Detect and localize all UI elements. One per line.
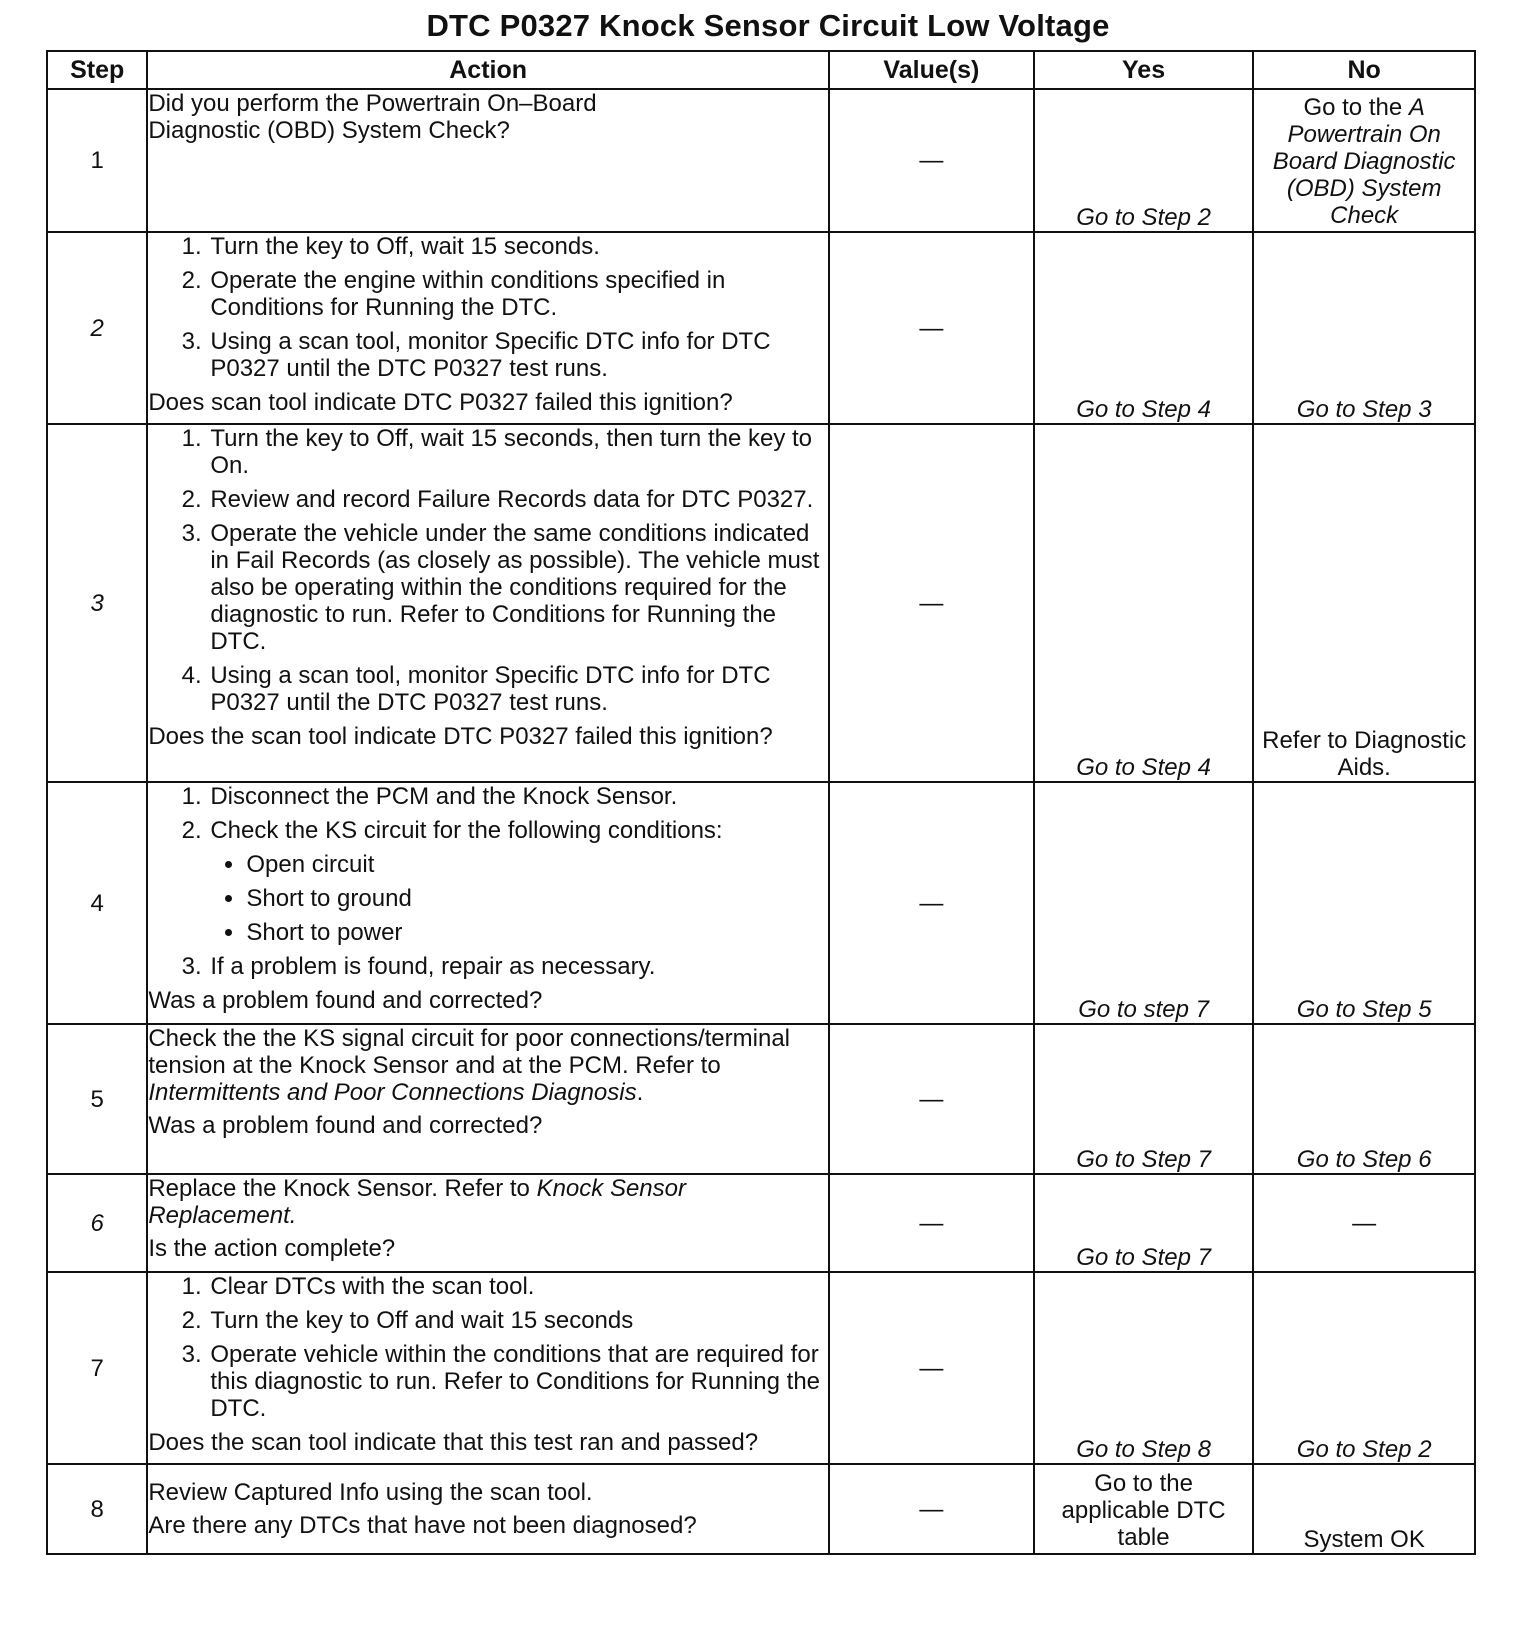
no-cell bbox=[1253, 1024, 1475, 1174]
action-cell bbox=[147, 1024, 829, 1174]
no-prefix: Go to the bbox=[1303, 94, 1403, 121]
header-action: Action bbox=[147, 51, 829, 89]
no-cell bbox=[1253, 782, 1475, 1024]
action-cell bbox=[147, 89, 829, 232]
table-row-step-1 bbox=[47, 89, 1475, 232]
yes-cell bbox=[1034, 424, 1254, 782]
list-item: 1. Turn the key to Off, wait 15 seconds, then turn the key to On. bbox=[208, 425, 828, 479]
no-cell: Refer to Diagnostic Aids. bbox=[1253, 424, 1475, 782]
bullet-item: • Open circuit bbox=[246, 851, 828, 878]
condition-list bbox=[210, 851, 828, 946]
no-cell bbox=[1253, 1272, 1475, 1464]
step-number: 5 bbox=[47, 1024, 147, 1174]
action-cell bbox=[147, 232, 829, 424]
list-item: 3. Using a scan tool, monitor Specific DTC info for DTC P0327 until the DTC P0327 test runs. bbox=[208, 328, 828, 382]
action-question: Was a problem found and corrected? bbox=[148, 1112, 543, 1139]
yes-link: Go to step 7 bbox=[1078, 996, 1209, 1023]
header-yes: Yes bbox=[1034, 51, 1254, 89]
value-cell: — bbox=[829, 1272, 1034, 1464]
list-item: 3. Operate the vehicle under the same conditions indicated in Fail Records (as closely as possible). The vehicle must also be operating within the conditions required for the diagnostic to run. Refer to Conditions for Running the DTC. bbox=[208, 520, 828, 655]
yes-cell bbox=[1034, 1272, 1254, 1464]
action-question: Does the scan tool indicate that this test ran and passed? bbox=[148, 1429, 759, 1456]
yes-link: Go to Step 4 bbox=[1076, 396, 1211, 423]
value-cell: — bbox=[829, 1174, 1034, 1272]
table-row-step-7 bbox=[47, 1272, 1475, 1464]
value-cell: — bbox=[829, 232, 1034, 424]
table-row-step-5 bbox=[47, 1024, 1475, 1174]
action-cell bbox=[147, 424, 829, 782]
list-item: 2. Review and record Failure Records data for DTC P0327. bbox=[208, 486, 828, 513]
diagnostic-table bbox=[46, 50, 1476, 1555]
yes-cell bbox=[1034, 1024, 1254, 1174]
action-text-main: Check the the KS signal circuit for poor connections/terminal tension at the Knock Sensor and at the PCM. Refer to bbox=[148, 1025, 790, 1079]
no-ref: A Powertrain On Board Diagnostic (OBD) System Check bbox=[1272, 94, 1456, 229]
action-question: Is the action complete? bbox=[148, 1235, 396, 1262]
action-text: Did you perform the Powertrain On–Board Diagnostic (OBD) System Check? bbox=[148, 90, 597, 144]
yes-link: Go to Step 7 bbox=[1076, 1146, 1211, 1173]
no-link: Go to Step 2 bbox=[1296, 1436, 1432, 1463]
action-question: Was a problem found and corrected? bbox=[148, 987, 543, 1014]
action-text-end: . bbox=[636, 1079, 644, 1106]
action-text bbox=[148, 1025, 828, 1106]
action-question: Are there any DTCs that have not been diagnosed? bbox=[148, 1512, 697, 1539]
bullet-item: • Short to power bbox=[246, 919, 828, 946]
action-cell bbox=[147, 1464, 829, 1554]
table-row-step-3 bbox=[47, 424, 1475, 782]
value-cell: — bbox=[829, 424, 1034, 782]
no-cell bbox=[1253, 89, 1475, 232]
header-no: No bbox=[1253, 51, 1475, 89]
header-values: Value(s) bbox=[829, 51, 1034, 89]
action-list bbox=[148, 1273, 828, 1422]
yes-link: Go to Step 7 bbox=[1076, 1244, 1211, 1271]
no-link: Go to Step 5 bbox=[1296, 996, 1432, 1023]
no-link: Go to Step 3 bbox=[1296, 396, 1432, 423]
yes-link: Go to Step 8 bbox=[1076, 1436, 1211, 1463]
list-item: 3. Operate vehicle within the conditions that are required for this diagnostic to run. Refer to Conditions for Running the DTC. bbox=[208, 1341, 828, 1422]
list-item: 4. Using a scan tool, monitor Specific DTC info for DTC P0327 until the DTC P0327 test runs. bbox=[208, 662, 828, 716]
list-item: 2. Operate the engine within conditions specified in Conditions for Running the DTC. bbox=[208, 267, 828, 321]
yes-cell bbox=[1034, 89, 1254, 232]
step-number: 6 bbox=[47, 1174, 147, 1272]
header-row bbox=[47, 51, 1475, 89]
step-number: 7 bbox=[47, 1272, 147, 1464]
value-cell: — bbox=[829, 89, 1034, 232]
yes-link: Go to Step 4 bbox=[1076, 754, 1211, 781]
action-list bbox=[148, 233, 828, 382]
no-cell: System OK bbox=[1253, 1464, 1475, 1554]
action-cell bbox=[147, 1174, 829, 1272]
table-row-step-2 bbox=[47, 232, 1475, 424]
yes-text: Go to the applicable DTC table bbox=[1061, 1470, 1226, 1551]
list-item: 3. If a problem is found, repair as necessary. bbox=[208, 953, 828, 980]
action-cell bbox=[147, 1272, 829, 1464]
list-item: 1. Clear DTCs with the scan tool. bbox=[208, 1273, 828, 1300]
table-row-step-8 bbox=[47, 1464, 1475, 1554]
list-item bbox=[208, 817, 828, 946]
action-text bbox=[148, 1175, 828, 1229]
action-cell bbox=[147, 782, 829, 1024]
page-title: DTC P0327 Knock Sensor Circuit Low Voltage bbox=[426, 8, 1110, 43]
yes-link: Go to Step 2 bbox=[1076, 204, 1211, 231]
header-step: Step bbox=[47, 51, 147, 89]
action-list bbox=[148, 783, 828, 980]
yes-cell bbox=[1034, 782, 1254, 1024]
list-item: 2. Turn the key to Off and wait 15 seconds bbox=[208, 1307, 828, 1334]
step-number: 4 bbox=[47, 782, 147, 1024]
action-text: Review Captured Info using the scan tool. bbox=[148, 1479, 593, 1506]
list-item-text: Check the KS circuit for the following conditions: bbox=[210, 817, 723, 844]
action-list bbox=[148, 425, 828, 716]
action-question: Does the scan tool indicate DTC P0327 failed this ignition? bbox=[148, 723, 773, 750]
bullet-item: • Short to ground bbox=[246, 885, 828, 912]
yes-cell bbox=[1034, 232, 1254, 424]
step-number: 2 bbox=[47, 232, 147, 424]
step-number: 1 bbox=[47, 89, 147, 232]
yes-cell bbox=[1034, 1464, 1254, 1554]
no-link: Go to Step 6 bbox=[1296, 1146, 1432, 1173]
value-cell: — bbox=[829, 1464, 1034, 1554]
table-row-step-4 bbox=[47, 782, 1475, 1024]
list-item: 1. Turn the key to Off, wait 15 seconds. bbox=[208, 233, 828, 260]
value-cell: — bbox=[829, 1024, 1034, 1174]
value-cell: — bbox=[829, 782, 1034, 1024]
yes-cell bbox=[1034, 1174, 1254, 1272]
no-cell bbox=[1253, 232, 1475, 424]
table-row-step-6 bbox=[47, 1174, 1475, 1272]
step-number: 8 bbox=[47, 1464, 147, 1554]
step-number: 3 bbox=[47, 424, 147, 782]
action-text-main: Replace the Knock Sensor. Refer to bbox=[148, 1175, 530, 1202]
no-cell: — bbox=[1253, 1174, 1475, 1272]
action-question: Does scan tool indicate DTC P0327 failed this ignition? bbox=[148, 389, 733, 416]
list-item: 1. Disconnect the PCM and the Knock Sensor. bbox=[208, 783, 828, 810]
action-reference: Intermittents and Poor Connections Diagnosis bbox=[148, 1079, 637, 1106]
action-reference: Knock Sensor Replacement. bbox=[148, 1175, 686, 1229]
